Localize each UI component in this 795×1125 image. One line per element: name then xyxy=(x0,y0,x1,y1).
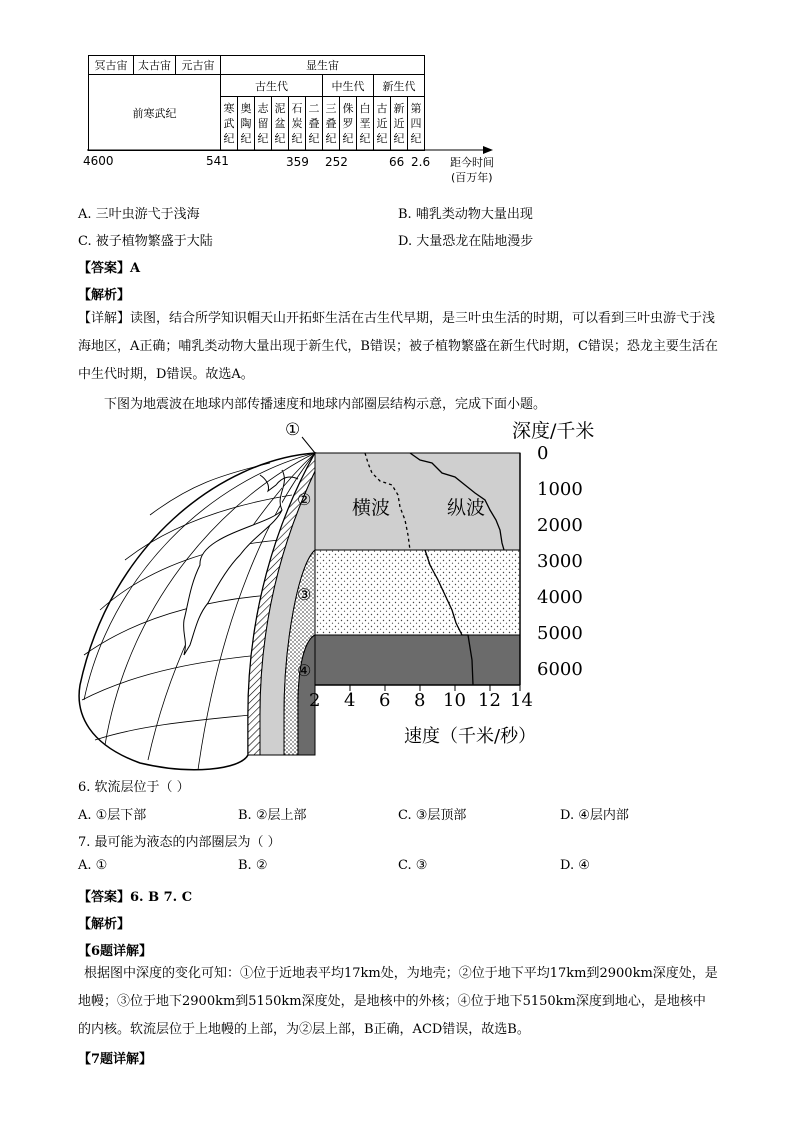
q6-detail-heading: 【6题详解】 xyxy=(78,944,153,959)
q7-option-b[interactable]: B. ② xyxy=(238,858,268,873)
tick-66: 66 xyxy=(389,155,405,169)
tick-2-6: 2.6 xyxy=(411,155,431,169)
mantle-panel xyxy=(315,453,520,550)
period-permian: 二叠纪 xyxy=(306,97,323,151)
period-paleogene: 古近纪 xyxy=(374,97,391,151)
q5-option-d[interactable]: D. 大量恐龙在陆地漫步 xyxy=(398,234,534,249)
era-cenozoic: 新生代 xyxy=(374,75,425,97)
q5-option-c[interactable]: C. 被子植物繁盛于大陆 xyxy=(78,234,213,249)
depth-tick: 2000 xyxy=(537,515,583,536)
eon-hadean: 冥古宙 xyxy=(89,56,134,75)
speed-tick: 8 xyxy=(414,690,426,711)
depth-tick: 5000 xyxy=(537,623,583,644)
axis-label-time: 距今时间 xyxy=(450,156,494,169)
q7-option-c[interactable]: C. ③ xyxy=(398,858,428,873)
tick-252: 252 xyxy=(325,155,348,169)
era-paleozoic: 古生代 xyxy=(221,75,323,97)
depth-tick: 4000 xyxy=(537,587,583,608)
speed-tick: 12 xyxy=(478,690,501,711)
q6-option-c[interactable]: C. ③层顶部 xyxy=(398,808,467,823)
q7-option-d[interactable]: D. ④ xyxy=(560,858,590,873)
geologic-time-table xyxy=(88,55,425,151)
speed-tick: 10 xyxy=(443,690,466,711)
q67-analysis-heading: 【解析】 xyxy=(78,917,131,932)
period-silurian: 志留纪 xyxy=(255,97,272,151)
q5-detail: 【详解】读图，结合所学知识帽天山开拓虾生活在古生代早期，是三叶虫生活的时期，可以看到三叶虫游弋于浅海地区，A正确；哺乳类动物大量出现于新生代，B错误；被子植物繁盛在新生代时期，C错误；恐龙主要生活在中生代时期，D错误。故选A。 xyxy=(78,311,718,382)
q6-option-a[interactable]: A. ①层下部 xyxy=(78,808,147,823)
q6-detail: 根据图中深度的变化可知：①位于近地表平均17km处，为地壳；②位于地下平均17km到2900km深度处，是地幔；③位于地下2900km到5150km深度处，是地核中的外核；④位于地下5150km深度到地心，是地核中的内核。软流层位于上地幔的上部，为②层上部，B正确，ACD错误，故选B。 xyxy=(78,966,718,1037)
q67-answer: 【答案】6. B 7. C xyxy=(78,890,193,905)
figure-intro: 下图为地震波在地球内部传播速度和地球内部圈层结构示意，完成下面小题。 xyxy=(104,397,547,412)
tick-359: 359 xyxy=(286,155,309,169)
p-wave-label: 纵波 xyxy=(447,497,486,519)
arrow-icon xyxy=(483,146,493,154)
q7-detail-heading: 【7题详解】 xyxy=(78,1052,153,1067)
period-carboniferous: 石炭纪 xyxy=(289,97,306,151)
period-jurassic: 侏罗纪 xyxy=(340,97,357,151)
axis-label-unit: (百万年) xyxy=(451,171,493,184)
q6-stem: 6. 软流层位于（ ） xyxy=(78,780,190,795)
depth-tick: 6000 xyxy=(537,659,583,680)
depth-tick: 3000 xyxy=(537,551,583,572)
layer-label-2: ② xyxy=(297,490,312,509)
q7-stem: 7. 最可能为液态的内部圈层为（ ） xyxy=(78,835,281,850)
period-quaternary: 第四纪 xyxy=(408,97,425,151)
eon-archean: 太古宙 xyxy=(134,56,176,75)
speed-tick: 6 xyxy=(379,690,391,711)
q5-answer: 【答案】A xyxy=(78,261,141,276)
speed-tick: 2 xyxy=(309,690,321,711)
outer-core-panel xyxy=(315,550,520,635)
period-neogene: 新近纪 xyxy=(391,97,408,151)
depth-axis-title: 深度/千米 xyxy=(512,420,595,442)
depth-tick: 1000 xyxy=(537,479,583,500)
period-triassic: 三叠纪 xyxy=(323,97,340,151)
eon-phanerozoic: 显生宙 xyxy=(221,56,425,75)
layer-label-4: ④ xyxy=(297,661,312,680)
tick-541: 541 xyxy=(206,154,229,168)
period-devonian: 泥盆纪 xyxy=(272,97,289,151)
q6-option-b[interactable]: B. ②层上部 xyxy=(238,808,307,823)
speed-tick: 14 xyxy=(510,690,533,711)
layer-label-1: ① xyxy=(285,420,301,440)
q5-option-b[interactable]: B. 哺乳类动物大量出现 xyxy=(398,207,533,222)
depth-tick: 0 xyxy=(537,443,549,464)
q6-option-d[interactable]: D. ④层内部 xyxy=(560,808,629,823)
period-ordovician: 奥陶纪 xyxy=(238,97,255,151)
q5-option-a[interactable]: A. 三叶虫游弋于浅海 xyxy=(78,207,200,222)
q7-option-a[interactable]: A. ① xyxy=(78,858,108,873)
period-cambrian: 寒武纪 xyxy=(221,97,238,151)
inner-core-panel xyxy=(315,635,520,685)
eon-proterozoic: 元古宙 xyxy=(176,56,221,75)
layer-label-3: ③ xyxy=(297,585,312,604)
speed-axis-title: 速度（千米/秒） xyxy=(404,726,537,747)
period-cretaceous: 白垩纪 xyxy=(357,97,374,151)
tick-4600: 4600 xyxy=(83,154,114,168)
precambrian-cell: 前寒武纪 xyxy=(89,75,221,151)
q5-analysis-heading: 【解析】 xyxy=(78,288,131,303)
speed-tick: 4 xyxy=(344,690,356,711)
s-wave-label: 横波 xyxy=(352,497,391,519)
era-mesozoic: 中生代 xyxy=(323,75,374,97)
